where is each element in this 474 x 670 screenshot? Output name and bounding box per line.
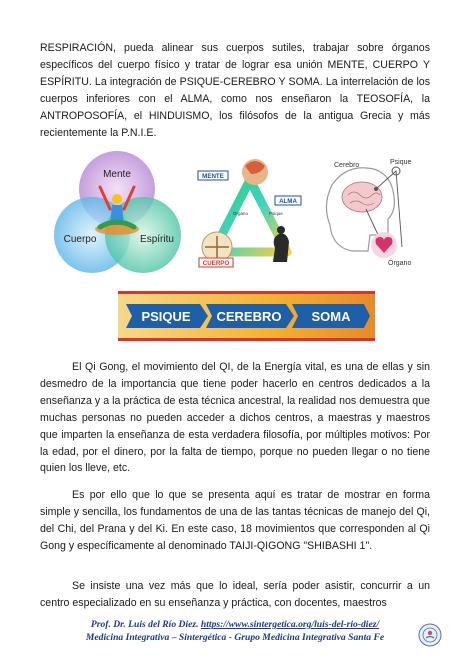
mind-soul-body-triangle	[195, 152, 305, 270]
head-profile-icon	[242, 159, 268, 185]
brain-psique-organ-diagram	[312, 155, 430, 270]
venn-label-cuerpo: Cuerpo	[63, 234, 97, 245]
banner-word-cerebro: CEREBRO	[216, 309, 282, 324]
svg-text:ALMA: ALMA	[279, 198, 297, 205]
group-logo-icon	[418, 623, 442, 647]
brain-label-psique: Psique	[390, 159, 412, 166]
brain-label-organo: Órgano	[388, 260, 412, 267]
paragraph-1: RESPIRACIÓN, pueda alinear sus cuerpos sutiles, trabajar sobre órganos específicos del cuerpo físico y tratar de lograr esa unión MENTE, CUERPO Y ESPÍRITU. La integración de PSIQUE-CEREBRO Y SOMA. La interrelación de los cuerpos inferiores con el ALMA, como nos enseñaron la TEOSOFÍA, la ANTROPOSOFÍA, el HINDUISMO, los filósofos de la antigua Grecia y más recientemente la P.N.I.E.	[40, 42, 430, 139]
paragraph-2: El Qi Gong, el movimiento del QI, de la Energía vital, es una de ellas y sin desmedro de la importancia que tiene poder hacerlo en centros dedicados a la enseñanza y a la práctica de esta técnica ancestral, la realidad nos demuestra que muchas personas no pueden acceder a dichos centros, a maestras y maestros que imparten la enseñanza de esta verdadera filosofía, por múltiples motivos: Por la edad, por el dinero, por la falta de tiempo, porque no pueden llegar o no tiene quien los lleve, etc.	[40, 361, 430, 475]
badge-alma	[275, 196, 301, 205]
heart-organ-icon	[371, 232, 397, 258]
venn-label-espiritu: Espíritu	[140, 234, 174, 245]
banner-word-psique: PSIQUE	[141, 309, 191, 324]
svg-text:CUERPO: CUERPO	[202, 260, 230, 267]
brain-icon	[342, 182, 382, 212]
banner-word-soma: SOMA	[311, 309, 351, 324]
page-footer	[60, 619, 410, 645]
mind-body-spirit-venn	[50, 147, 185, 277]
paragraph-4: Se insiste una vez más que lo ideal, sería poder asistir, concurrir a un centro especializado en su enseñanza y práctica, con docentes, maestros	[40, 580, 430, 609]
footer-url-link[interactable]: https://www.sintergetica.org/luis-del-rio-diez/	[200, 619, 380, 630]
paragraph-3: Es por ello que lo que se presenta aquí es tratar de mostrar en forma simple y sencilla, los fundamentos de una de las tantas técnicas de manejo del Qi, del Chi, del Prana y del Ki. En este caso, 18 movimientos que corresponden al Qi Gong y específicamente al denominado TAIJI-QIGONG "SHIBASHI 1".	[40, 489, 430, 552]
triad-label-psique: Psique	[269, 211, 283, 216]
brain-label-cerebro: Cerebro	[334, 162, 360, 169]
badge-cuerpo	[199, 258, 233, 267]
svg-text:MENTE: MENTE	[202, 173, 224, 181]
badge-mente	[198, 171, 228, 180]
venn-label-mente: Mente	[103, 169, 131, 180]
psique-cerebro-soma-banner	[118, 291, 375, 341]
footer-line-1	[60, 619, 410, 632]
footer-line-2: Medicina Integrativa – Sintergética - Grupo Medicina Integrativa Santa Fe	[85, 631, 385, 643]
footer-author: Prof. Dr. Luis del Río Diez.	[90, 619, 199, 630]
triad-label-organo: Órgano	[233, 211, 249, 216]
